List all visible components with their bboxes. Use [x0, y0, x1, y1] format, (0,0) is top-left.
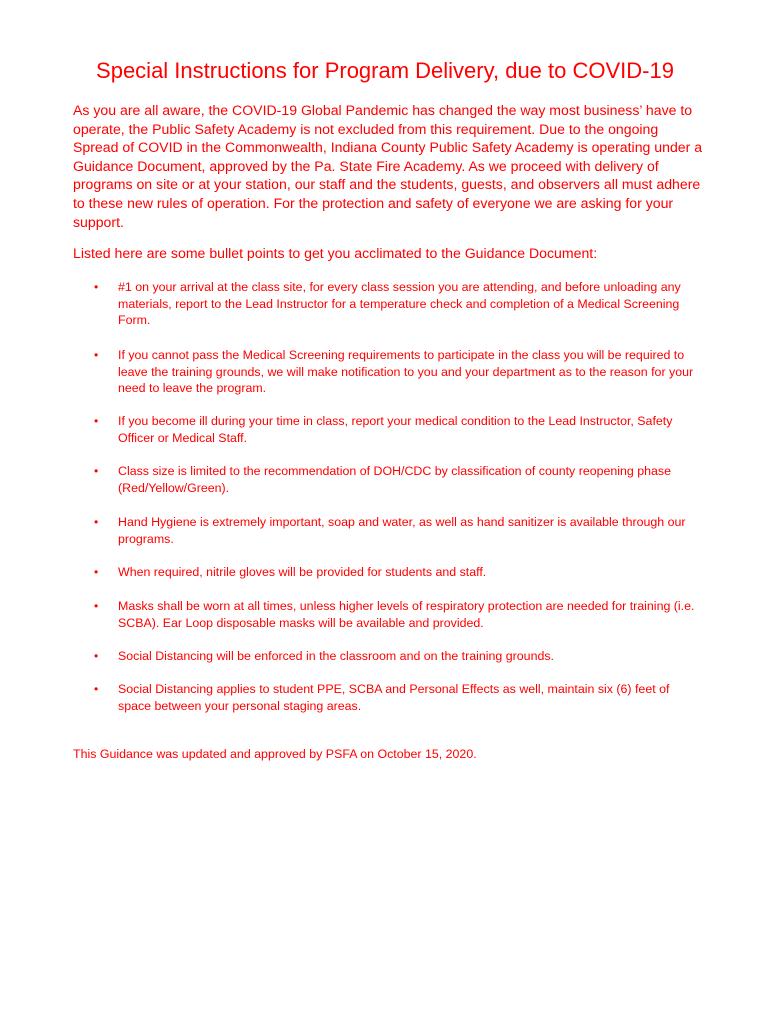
bullet-text: Social Distancing applies to student PPE, SCBA and Personal Effects as well, maintain six (6) feet of space between your personal staging areas.: [118, 682, 670, 713]
bullet-text: When required, nitrile gloves will be provided for students and staff.: [118, 565, 487, 579]
bullet-icon: •: [94, 565, 99, 579]
bullet-text: Class size is limited to the recommendation of DOH/CDC by classification of county reopening phase (Red/Yellow/Green).: [118, 464, 672, 495]
intro-paragraph: As you are all aware, the COVID-19 Global Pandemic has changed the way most business’ have to operate, the Public Safety Academy is not excluded from this requirement. Due to the ongoing Spread of COVID in the Commonwealth, Indiana County Public Safety Academy is operating under a Guidance Document, approved by the Pa. State Fire Academy. As we proceed with delivery of programs on site or at your station, our staff and the students, guests, and observers all must adhere to these new rules of operation. For the protection and safety of everyone we are asking for your support.: [73, 102, 703, 230]
bullet-list-lead: Listed here are some bullet points to get you acclimated to the Guidance Document:: [73, 245, 598, 261]
bullet-text: Social Distancing will be enforced in the classroom and on the training grounds.: [118, 649, 554, 663]
approval-note: This Guidance was updated and approved by PSFA on October 15, 2020.: [73, 747, 477, 761]
bullet-icon: •: [94, 414, 99, 428]
bullet-icon: •: [94, 649, 99, 663]
bullet-text: Masks shall be worn at all times, unless higher levels of respiratory protection are needed for training (i.e. SCBA). Ear Loop disposable masks will be available and provided.: [118, 599, 695, 630]
bullet-text: #1 on your arrival at the class site, for every class session you are attending, and before unloading any materials, report to the Lead Instructor for a temperature check and completion of a Medical Screening Form.: [118, 280, 681, 328]
bullet-icon: •: [94, 515, 99, 529]
bullet-text: If you cannot pass the Medical Screening requirements to participate in the class you will be required to leave the training grounds, we will make notification to you and your department as to the reason for your need to leave the program.: [118, 348, 694, 396]
bullet-text: If you become ill during your time in class, report your medical condition to the Lead Instructor, Safety Officer or Medical Staff.: [118, 414, 673, 445]
bullet-icon: •: [94, 348, 99, 362]
document-title: Special Instructions for Program Delivery, due to COVID-19: [96, 58, 674, 83]
bullet-text: Hand Hygiene is extremely important, soap and water, as well as hand sanitizer is available through our programs.: [118, 515, 686, 546]
bullet-icon: •: [94, 599, 99, 613]
bullet-icon: •: [94, 682, 99, 696]
bullet-icon: •: [94, 464, 99, 478]
bullet-icon: •: [94, 280, 99, 294]
